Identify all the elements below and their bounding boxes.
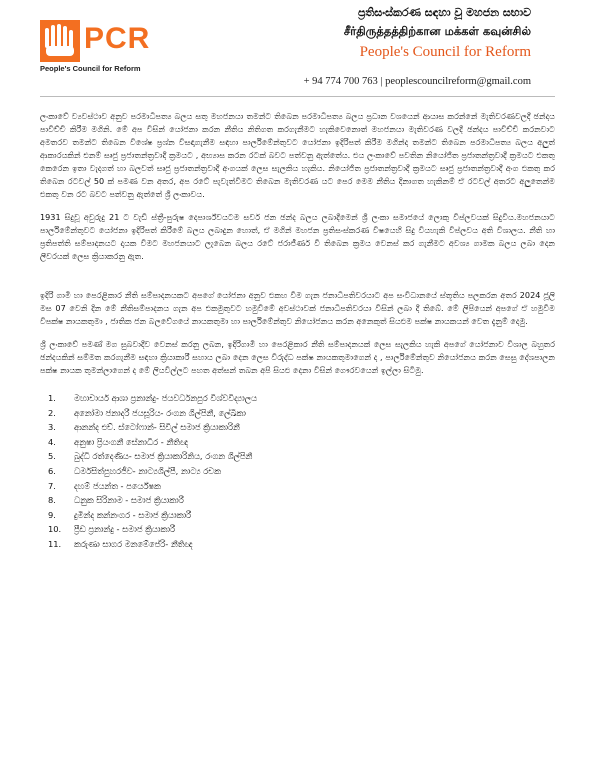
org-name-sinhala: ප්‍රතිසංස්කරණ සඳහා වූ මහජන සභාව <box>358 6 531 19</box>
list-item: 5. බුද්ධි රත්දෙණිය- සමාජ ක්‍රියාකාරිනිය, රංගන ශිල්පිනී <box>48 451 253 462</box>
list-item: 6. ධර්මසිත්පුහරජීව- නාට්‍යශිල්පී, නාට්‍ය රචක <box>48 465 221 476</box>
hands-logo-icon <box>40 20 80 62</box>
list-item: 4. අනුෂා ප්‍රියංගනී සේනාධීර - නීතිඥ <box>48 436 188 447</box>
logo-wordmark: PCR <box>84 22 151 55</box>
org-name-english: People's Council for Reform <box>359 44 531 60</box>
list-item: 7. දහම් ජයන්ත - පර්යේෂක <box>48 480 161 491</box>
pcr-logo <box>40 20 152 72</box>
paragraph-direct-democracy: ලංකාවේ ව්‍යවස්ථාව අනුව පරමාධිපත්‍ය බලය සතු මහජනයා තමන්ට තිබෙන පරමාධිපත්‍ය බලය ප්‍රධාන වශයෙන් ආයාස කරන්නේ මැතිවරණවලදී ඡන්දය පාවිච්චි කිරීම මගිනි. මේ අප විසින් යෝජනා කරන නීතිය නිතිගත කරගැනීමට හැකිවෙනොත් මහජනයා මැතිවරණ වලදී ඡන්දය පාවිච්චි කරනවාට අමතරව තමන්ට තිබෙන විශේෂ ප්‍රශ්න විසඳාගැනීම සඳහා පාර්ලිමේන්තුවට යෝජනා ඉදිරිපත් කිරීම මගින්ද තමන්ට තිබෙන පරමාධිපත්‍ය බලය අලුත් ආකාරයකින් එනම් සෘජු ප්‍රජාතන්ත්‍රවාදී ක්‍රමයට , අභ්‍යාස කරන රටක් බවට පත්වනු ඇත්තේය. එය ලංකාවේ පවතින නියෝජිත ප්‍රජාතන්ත්‍රවාදී ක්‍රමයට එකතු කෙරෙන ඉතා වැදගත් හා බලවත් සෘජු ප්‍රජාතන්ත්‍රවාදී අංගයක් ලෙස සැලකිය හැකිය. නියෝජිත ප්‍රජාතන්ත්‍රවාදී ක්‍රමයට සෘජු ප්‍රජාතන්ත්‍රවාදී අංග එකතු කර තිබෙන රටවල් 50 ක් පමණ වන අතර, අප රටේ පැවැත්වීමට තිබෙන මැතිවරණ යට පෙර මෙම නීතිය දිනාගත හැකිනම් ඒ රටවල් අතරට අලුතෙන්ම එකතු වන රට බවට පත්වනු ඇත්තේ ශ්‍රී ලංකාවය. <box>40 111 555 199</box>
paragraph-president-meeting: ඉදිරි ගාමී හා පෙරළිකාර නීති සම්පාදනයකට අපගේ යෝජනා අනුව එකහ වීම ගැන ජනාධිපතිවරයාට අප සංවිධානයේ ස්තූතිය පලකරන අතර 2024 ජූලි මස 07 වෙනි දින මේ නීතිසම්පාදනය ගැන අප එකමුතුවට හමුවීමේ අවස්ථාවක් ජනාධිපතිවරයා විසින් ලබා දී තිබේ. මේ ලිපියෙන් අපගේ ඒ හමුවීම විපක්ෂ නායකතුමා , ජාතික ජන බලවේගයේ නායකතුමා හා පාර්ලිමේන්තුව නියෝජනය කරන අනෙකුත් සියළුම පක්ෂ නායකයන් වෙත දැනුම් දෙමු. <box>40 290 555 326</box>
list-item: 11. කරුණා සාගර මනමේපේරි- නීතිඥ <box>48 538 193 549</box>
list-item: 10. ප්‍රීඩ ප්‍රනාන්දු - සමාජ ක්‍රියාකාරී <box>48 524 176 535</box>
list-item: 1. මහාචාර්ය ආශා ප්‍රනාන්දු- ජයවර්ධනපුර විශ්වවිද්‍යාලය <box>48 393 257 403</box>
org-name-tamil: சீர்திருத்தத்திற்கான மக்கள் கவுன்சில் <box>343 24 531 38</box>
letterhead <box>0 0 595 110</box>
paragraph-request-support: ශ්‍රී ලංකාවේ පමණ් මග සුබවාදීව වෙනස් කරනු ලබන, ඉදිරිගාමී හා පෙරළිකාර නීති සම්පාදනයක් ලෙස සැලකිය හැකි අපගේ යෝජනාව විශාල බහුතර ඡන්දයකින් සම්මත කරගැනීම සඳහා ක්‍රියාකාරී සහාය ලබා දෙන ලෙස විරුද්ධ පක්ෂ නායකතුමාගෙන් ද , පාර්ලිමේන්තුව නියෝජනය කරන සෙසු දේශපාලන පක්ෂ නායක තුමන්ලාගෙන් ද මේ ලියවිල්ලට පහත අත්සන් තබන අපි සියළු දෙනා විසින් ගෞරවයෙන් ඉල්ලා සිටිමු. <box>40 339 555 375</box>
header-divider <box>40 96 555 97</box>
contact-line: + 94 774 700 763 | peoplescouncilreform@gmail.com <box>303 76 531 87</box>
logo-tagline: People's Council for Reform <box>40 64 141 73</box>
paragraph-universal-franchise: 1931 සිදුවූ අවුරුදු 21 ට වැඩි ස්ත්‍රී-පුරුෂ දෙපාර්ශ්වයටම සර්ව ජන ඡන්ද බලය ලබාදීමෙන් ශ්‍රී ලංකා සමාජයේ ලොකු විප්ලවයක් සිදුවිය.මහජනයාට පාර්ලිමේන්තුවට යෝජනා ඉදිරිපත් කිරීමේ බලය ලබාදුන හොත්, ඒ මගින් මහජන ප්‍රතිසංස්කරණ විෂයෙහි සිදු වියහැකි විප්ලවය අති විශාලය. නීති හා ප්‍රතිපත්ති සම්පාදනයට දායක වීමට මහජනයාට ලැබෙන බලය රටේ ජරාජීර්ණ වී තිබෙන ක්‍රමය වෙනස් කර ගැනීමට අවශ්‍ය ගාමක බලය ලබා දෙන ලීවරයක් ලෙස ක්‍රියාකරනු ඇත. <box>40 212 555 261</box>
list-item: 8. ධනුක සිරිනාම - සමාජ ක්‍රියාකාරී <box>48 495 184 506</box>
list-item: 9. දුමින්ද කන්නංගර - සමාජ ක්‍රියාකාරී <box>48 509 192 520</box>
signatories-list <box>40 391 555 552</box>
list-item: 2. අනෝමා ජනාදරී ජයසූරිය- රංගන ශිල්පිනී, ලේඛිකා <box>48 407 246 418</box>
list-item: 3. ආනන්ද එච්. ස්ටෝෆාන්- සිවිල් සමාජ ක්‍රියාකාරිනී <box>48 422 240 433</box>
letter-body <box>40 110 555 552</box>
